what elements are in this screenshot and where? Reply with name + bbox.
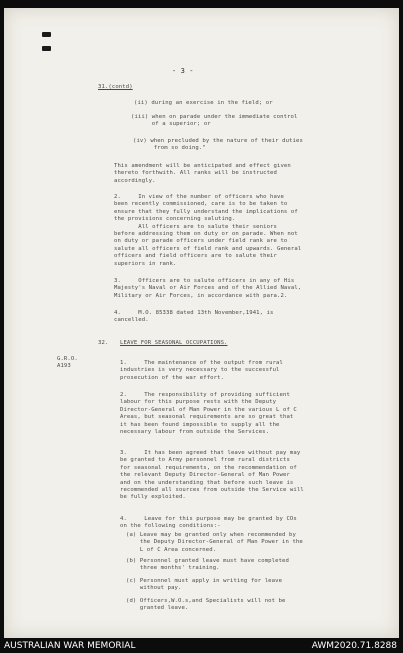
para32-p2: 2. The responsibility of providing sufficient labour for this purpose rests with the Deputy Director-General of Man Power in the various L of C Areas, but seasonal requirements are so great that it has been found impossible to supply all the necessary labour from outside the Services.: [120, 392, 297, 436]
para32-p3: 3. It has been agreed that leave without pay may be granted to Army personnel from rural districts for seasonal requirements, on the recommendation of the relevant Deputy Director-General of Man Power and on the understanding that before such leave is recommended all sources from outside the Service will be fully exploited.: [120, 450, 304, 501]
condition-d: (d) Officers,W.O.s,and Specialists will not be granted leave.: [126, 598, 286, 612]
para32-p1: 1. The maintenance of the output from rural industries is very necessary to the successful prosecution of the war effort.: [120, 360, 283, 381]
document-page: [4, 8, 399, 638]
para31-item-iii: (iii) when on parade under the immediate control of a superior; or: [131, 114, 298, 128]
para31-heading: 31.(contd): [98, 84, 133, 90]
archive-footer: [0, 638, 403, 653]
para32-title: LEAVE FOR SEASONAL OCCUPATIONS.: [120, 340, 228, 346]
footer-institution: AUSTRALIAN WAR MEMORIAL: [4, 641, 136, 651]
margin-reference: G.R.O. A193: [57, 356, 78, 370]
punch-hole: [42, 32, 51, 37]
para32-p4: 4. Leave for this purpose may be granted by COs on the following conditions:-: [120, 516, 297, 530]
punch-hole: [42, 46, 51, 51]
para32-number: 32.: [98, 340, 109, 346]
para31-intro: This amendment will be anticipated and effect given thereto forthwith. All ranks will be instructed accordingly.: [114, 163, 291, 184]
condition-b: (b) Personnel granted leave must have completed three months' training.: [126, 558, 289, 572]
para31-item-ii: (ii) during an exercise in the field; or: [134, 100, 273, 106]
footer-accession-number: AWM2020.71.8288: [311, 641, 397, 651]
condition-a: (a) Leave may be granted only when recommended by the Deputy Director-General of Man Power in the L of C Area concerned.: [126, 532, 303, 553]
para31-p2: 2. In view of the number of officers who have been recently commissioned, care is to be taken to ensure that they fully understand the implications of the provisions concerning saluting. All officers are to salute their seniors before addressing them on duty or on parade. When not on duty or parade officers under field rank are to salute all officers of field rank and upwards. General officers and field officers are to salute their superiors in rank.: [114, 194, 302, 267]
page-number: - 3 -: [172, 67, 194, 75]
condition-c: (c) Personnel must apply in writing for leave without pay.: [126, 578, 283, 592]
para31-item-iv: (iv) when precluded by the nature of their duties from so doing.": [133, 138, 303, 152]
para31-p3: 3. Officers are to salute officers in any of His Majesty's Naval or Air Forces and of the Allied Naval, Military or Air Forces, in accordance with para.2.: [114, 278, 302, 299]
para31-p4: 4. M.O. 85338 dated 13th November,1941, is cancelled.: [114, 310, 274, 324]
